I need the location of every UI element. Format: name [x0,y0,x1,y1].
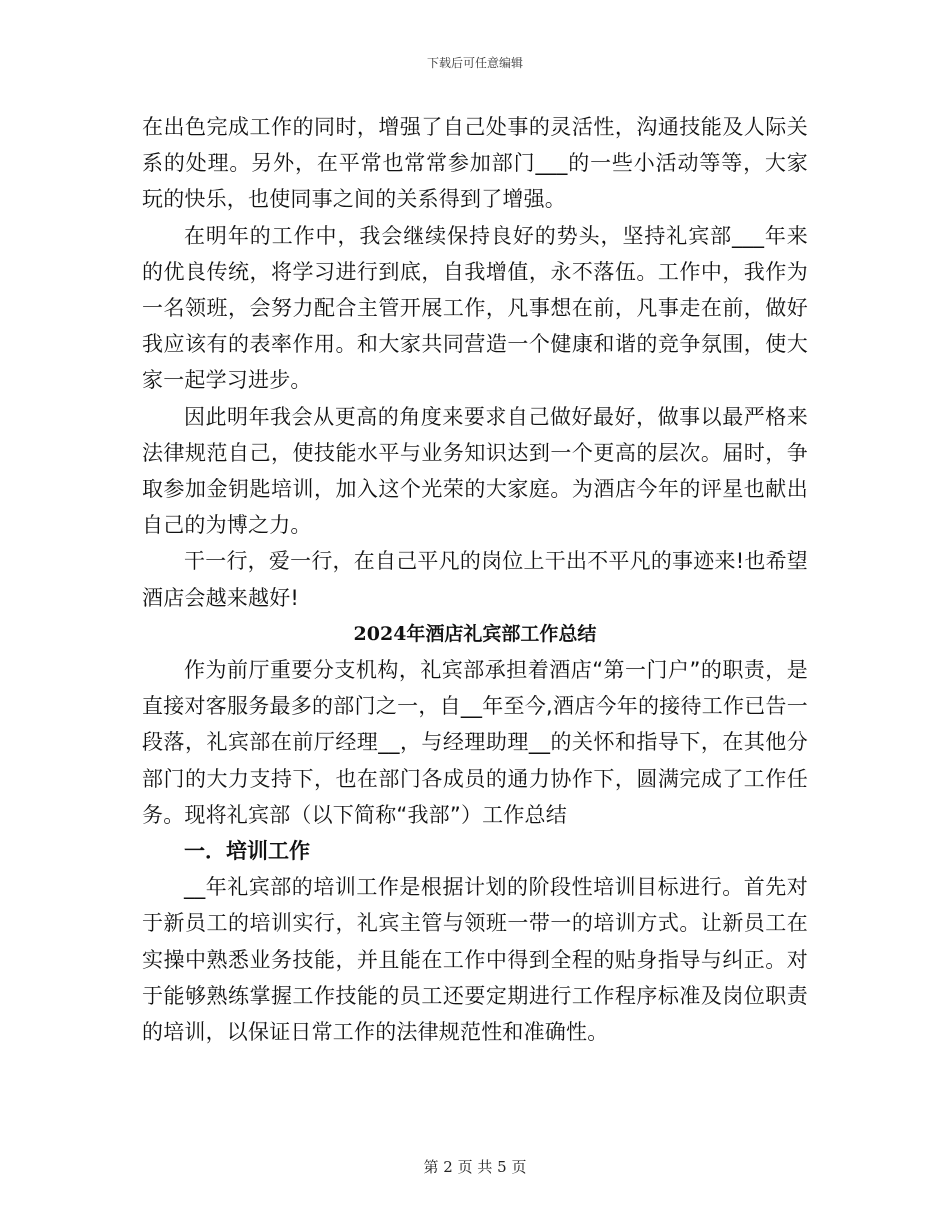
paragraph-next-year-plan: 在明年的工作中，我会继续保持良好的势头，坚持礼宾部___年来的优良传统，将学习进行到底，自我增值，永不落伍。工作中，我作为一名领班，会努力配合主管开展工作，凡事想在前，凡事走在前，做好我应该有的表率作用。和大家共同营造一个健康和谐的竞争氛围，使大家一起学习进步。 [142,223,808,393]
document-title: 2024年酒店礼宾部工作总结 [353,622,597,645]
paragraph-closing: 干一行，爱一行，在自己平凡的岗位上干出不平凡的事迹来!也希望酒店会越来越好! [142,549,808,610]
section-heading-training: 一．培训工作 [184,839,310,864]
paragraph-higher-standards: 因此明年我会从更高的角度来要求自己做好最好，做事以最严格来法律规范自己，使技能水平与业务知识达到一个更高的层次。届时，争取参加金钥匙培训，加入这个光荣的大家庭。为酒店今年的评星也献出自己的为博之力。 [142,404,808,538]
paragraph-introduction: 作为前厅重要分支机构，礼宾部承担着酒店“第一门户”的职责，是直接对客服务最多的部门之一，自__年至今,酒店今年的接待工作已告一段落，礼宾部在前厅经理__，与经理助理__的关怀和指导下，在其他分部门的大力支持下，也在部门各成员的通力协作下，圆满完成了工作任务。现将礼宾部（以下简称“我部”）工作总结 [142,658,808,827]
paragraph-continued: 在出色完成工作的同时，增强了自己处事的灵活性，沟通技能及人际关系的处理。另外，在平常也常常参加部门___的一些小活动等等，大家玩的快乐，也使同事之间的关系得到了增强。 [142,115,808,212]
document-body [142,109,808,1050]
paragraph-training: __年礼宾部的培训工作是根据计划的阶段性培训目标进行。首先对于新员工的培训实行，礼宾主管与领班一带一的培训方式。让新员工在实操中熟悉业务技能，并且能在工作中得到全程的贴身指导与纠正。对于能够熟练掌握工作技能的员工还要定期进行工作程序标准及岗位职责的培训，以保证日常工作的法律规范性和准确性。 [142,875,808,1045]
page-header-note: 下载后可任意编辑 [426,56,523,70]
page-number-footer: 第 2 页 共 5 页 [423,1158,527,1176]
